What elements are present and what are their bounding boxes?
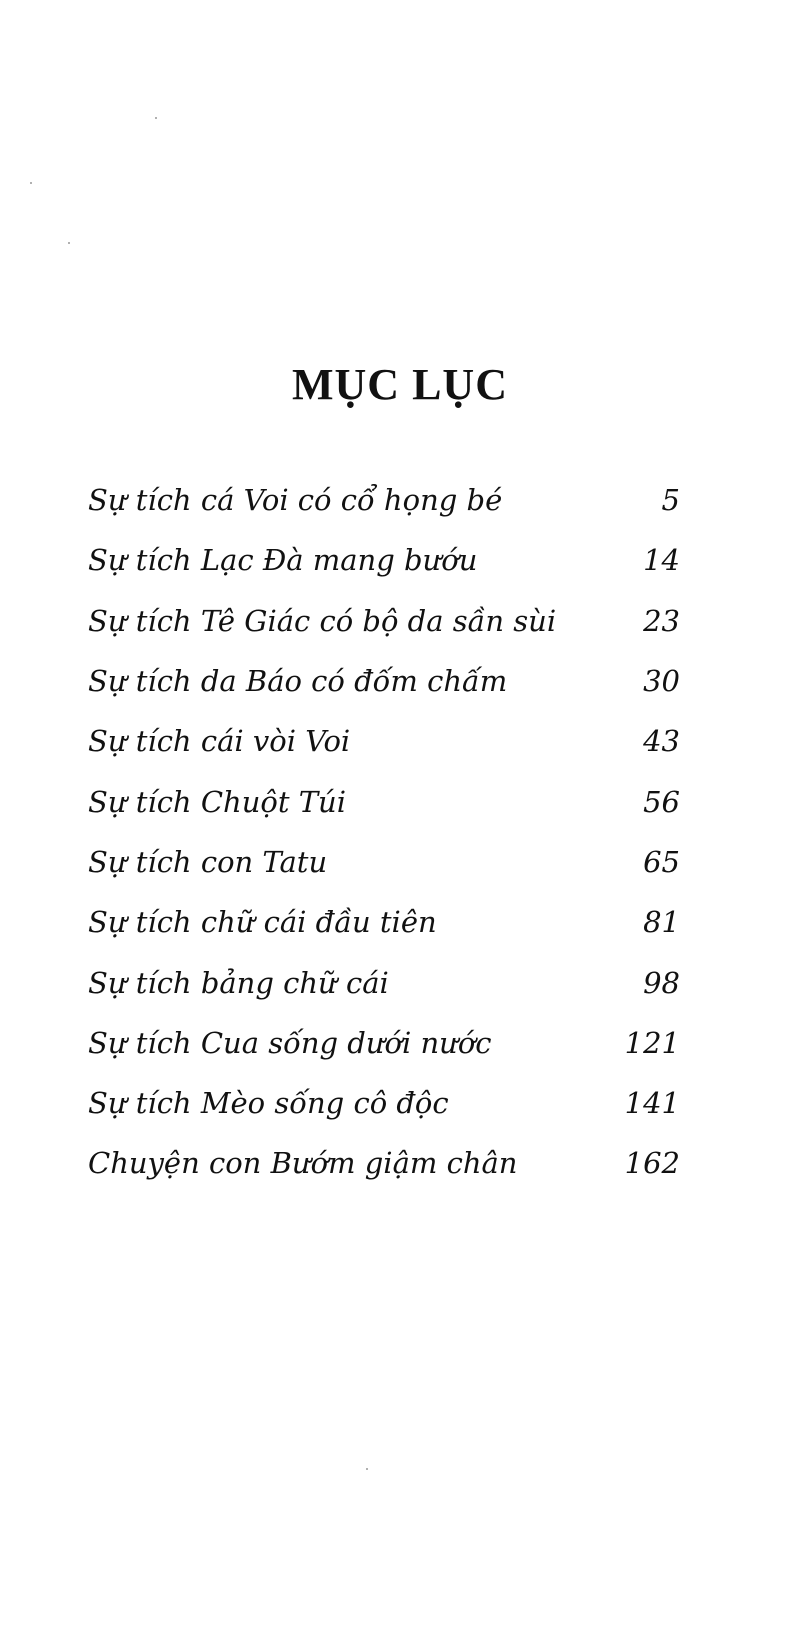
scan-speck xyxy=(30,182,32,184)
toc-entry-page: 98 xyxy=(643,965,680,1000)
toc-entry-title: Sự tích cái vòi Voi xyxy=(88,724,351,759)
toc-entry-title: Sự tích Tê Giác có bộ da sần sùi xyxy=(88,603,557,638)
toc-entry-title: Sự tích con Tatu xyxy=(88,844,328,879)
toc-entry-page: 23 xyxy=(643,603,680,638)
toc-entry xyxy=(88,711,680,771)
scan-speck xyxy=(366,1468,368,1470)
toc-entry xyxy=(88,771,680,831)
toc-entry xyxy=(88,651,680,711)
toc-entry-page: 14 xyxy=(643,543,680,578)
toc-entry xyxy=(88,470,680,530)
toc-entry-page: 56 xyxy=(643,784,680,819)
toc-entry-title: Sự tích chữ cái đầu tiên xyxy=(88,905,437,940)
toc-entry-page: 121 xyxy=(624,1025,680,1060)
toc-entry-title: Sự tích Chuột Túi xyxy=(88,784,346,819)
toc-entry xyxy=(88,1013,680,1073)
toc-entry-title: Chuyện con Bướm giậm chân xyxy=(88,1146,518,1181)
toc-entry-page: 162 xyxy=(624,1146,680,1181)
toc-entry-page: 30 xyxy=(643,664,680,699)
toc-entry xyxy=(88,591,680,651)
toc-entry-page: 43 xyxy=(643,724,680,759)
toc-entry-page: 81 xyxy=(643,905,680,940)
toc-entry-title: Sự tích Lạc Đà mang bướu xyxy=(88,543,478,578)
toc-entry xyxy=(88,1073,680,1133)
toc-entry-title: Sự tích cá Voi có cổ họng bé xyxy=(88,483,503,518)
scan-speck xyxy=(155,117,157,119)
table-of-contents xyxy=(88,470,680,1194)
toc-entry xyxy=(88,530,680,590)
toc-entry-title: Sự tích Cua sống dưới nước xyxy=(88,1025,492,1060)
scan-speck xyxy=(68,242,70,244)
toc-entry-title: Sự tích da Báo có đốm chấm xyxy=(88,664,508,699)
toc-entry-title: Sự tích bảng chữ cái xyxy=(88,965,389,1000)
toc-entry xyxy=(88,892,680,952)
toc-entry-page: 141 xyxy=(624,1086,680,1121)
toc-entry xyxy=(88,952,680,1012)
toc-entry-title: Sự tích Mèo sống cô độc xyxy=(88,1086,449,1121)
toc-entry-page: 65 xyxy=(643,844,680,879)
page-title: MỤC LỤC xyxy=(292,360,508,410)
toc-entry-page: 5 xyxy=(661,483,680,518)
toc-entry xyxy=(88,832,680,892)
toc-entry xyxy=(88,1133,680,1193)
